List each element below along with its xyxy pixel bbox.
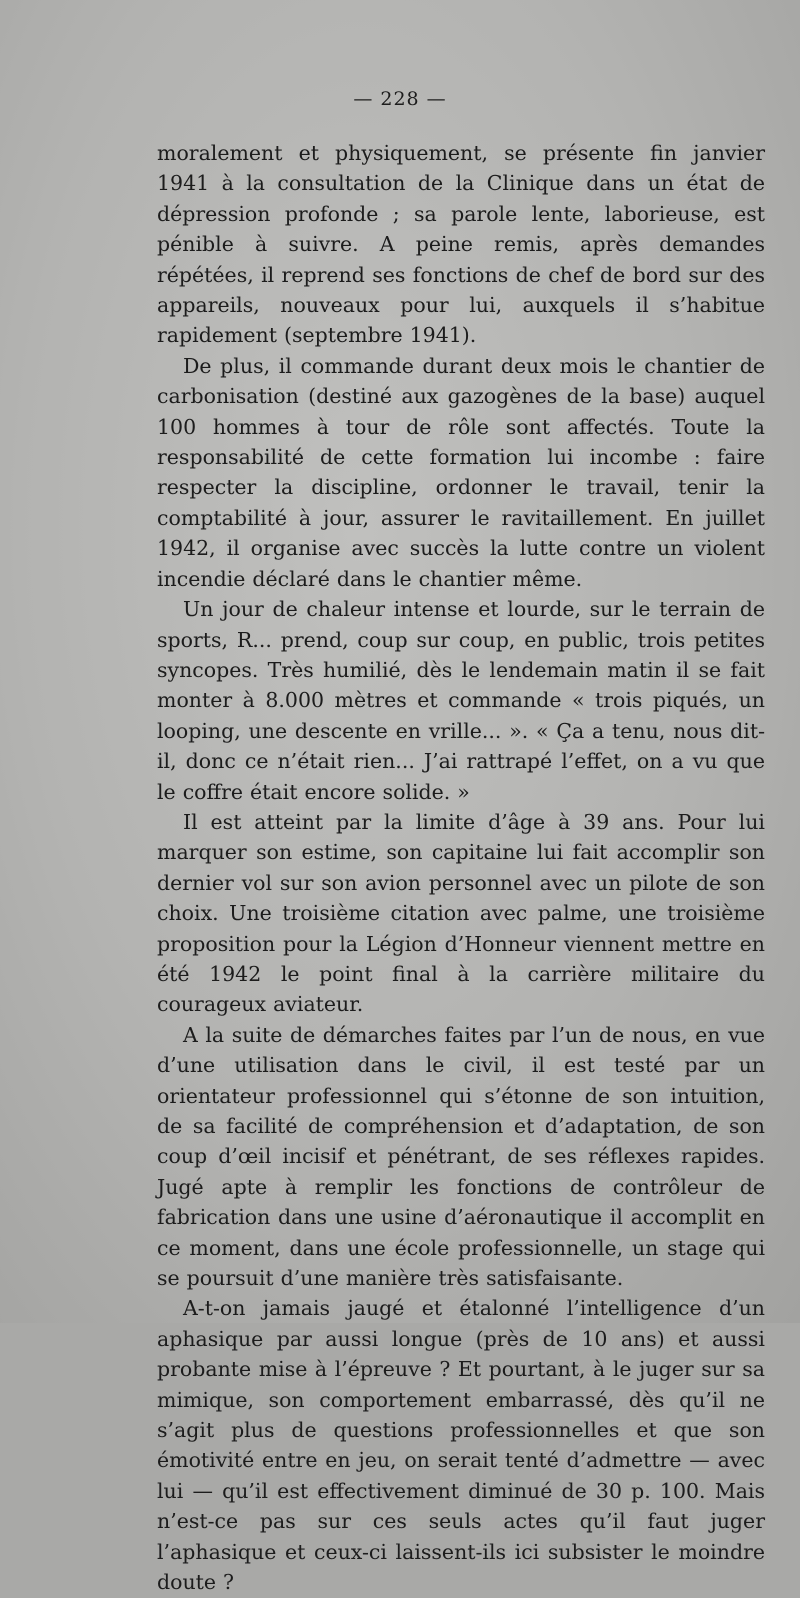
- paragraph: moralement et physiquement, se présente fin janvier 1941 à la consultation de la Clinique dans un état de dépression profonde ; sa parole lente, laborieuse, est pénible à suivre. A peine remis, après demandes répétées, il reprend ses fonctions de chef de bord sur des appareils, nouveaux pour lui, auxquels il s’habitue rapidement (septembre 1941).: [157, 141, 765, 348]
- paragraph: A la suite de démarches faites par l’un de nous, en vue d’une utilisation dans le civil, il est testé par un orientateur professionnel qui s’étonne de son intuition, de sa facilité de compréhension et d’adaptation, de son coup d’œil incisif et pénétrant, de ses réflexes rapides. Jugé apte à remplir les fonctions de contrôleur de fabrication dans une usine d’aéronautique il accomplit en ce moment, dans une école professionnelle, un stage qui se poursuit d’une manière très satisfaisante.: [157, 1022, 765, 1291]
- paragraph: De plus, il commande durant deux mois le chantier de carbonisation (destiné aux gazogènes de la base) auquel 100 hommes à tour de rôle sont affectés. Toute la responsabilité de cette formation lui incombe : faire respecter la discipline, ordonner le travail, tenir la comptabilité à jour, assurer le ravitaillement. En juillet 1942, il organise avec succès la lutte contre un violent incendie déclaré dans le chantier même.: [157, 353, 765, 591]
- paragraph: Un jour de chaleur intense et lourde, sur le terrain de sports, R... prend, coup sur coup, en public, trois petites syncopes. Très humilié, dès le lendemain matin il se fait monter à 8.000 mètres et commande « trois piqués, un looping, une descente en vrille... ». « Ça a tenu, nous dit-il, donc ce n’était rien... J’ai rattrapé l’effet, on a vu que le coffre était encore solide. »: [157, 597, 765, 804]
- body-text: [157, 138, 765, 1598]
- paragraph: Il est atteint par la limite d’âge à 39 ans. Pour lui marquer son estime, son capitaine lui fait accomplir son dernier vol sur son avion personnel avec un pilote de son choix. Une troisième citation avec palme, une troisième proposition pour la Légion d’Honneur viennent mettre en été 1942 le point final à la carrière militaire du courageux aviateur.: [157, 809, 765, 1017]
- paragraph: A-t-on jamais jaugé et étalonné l’intelligence d’un aphasique par aussi longue (près de 10 ans) et aussi probante mise à l’épreuve ? Et pourtant, à le juger sur sa mimique, son comportement embarrassé, dès qu’il ne s’agit plus de questions professionnelles et que son émotivité entre en jeu, on serait tenté d’admettre — avec lui — qu’il est effectivement diminué de 30 p. 100. Mais n’est-ce pas sur ces seuls actes qu’il faut juger l’aphasique et ceux-ci laissent-ils ici subsister le moindre doute ?: [157, 1296, 765, 1595]
- page-number: — 228 —: [353, 88, 447, 110]
